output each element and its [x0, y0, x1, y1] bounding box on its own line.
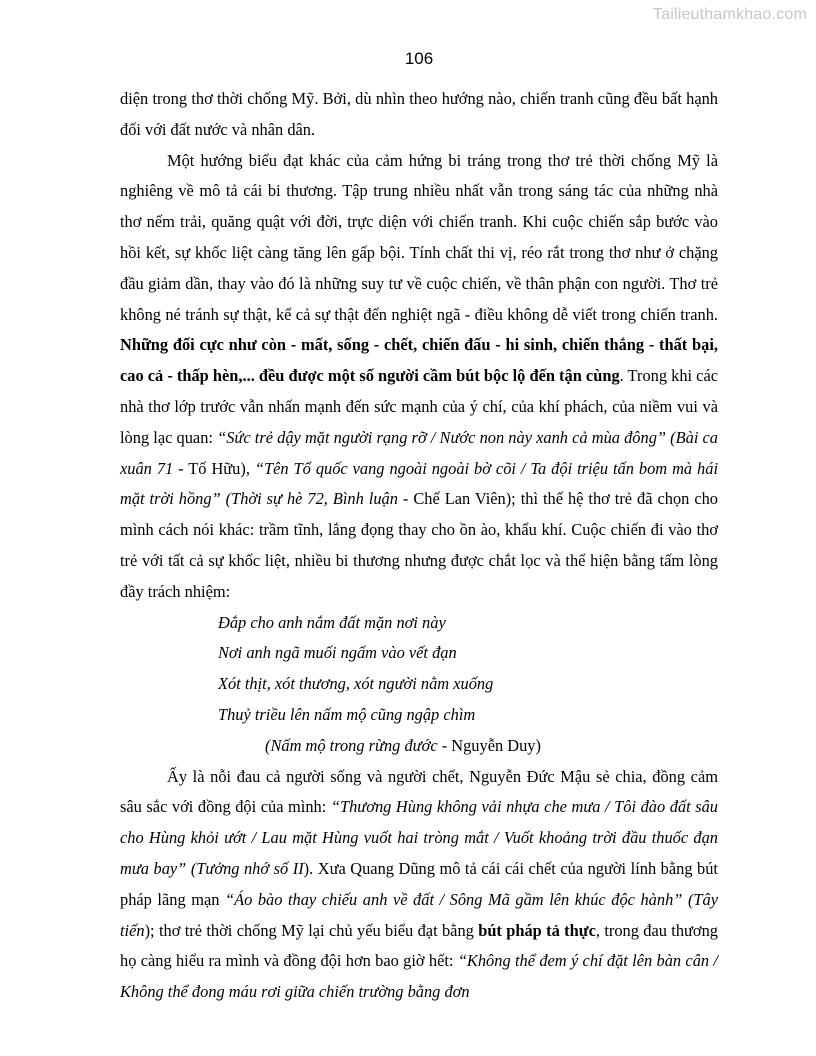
text-run: Thuỷ triều lên nấm mộ cũng ngập chìm: [218, 704, 476, 724]
verse-line: [120, 669, 718, 700]
paragraph: [120, 762, 718, 1008]
verse-line: [120, 700, 718, 731]
text-run: “Tên Tổ quốc vang ngoài ngoài bờ cõi / Ta đội triệu tấn bom mà hái mặt trời hồng”: [120, 458, 719, 509]
text-run: (Nấm mộ trong rừng đước: [265, 735, 438, 755]
text-run: (Tưởng nhớ số II: [190, 858, 304, 878]
text-run: Những đối cực như còn - mất, sống - chết, chiến đấu - hi sinh, chiến thắng - thất bại, cao cả - thấp hèn,... đều được một số người cầm bút bộc lộ đến tận cùng: [120, 335, 718, 386]
site-watermark: Tailieuthamkhao.com: [652, 6, 807, 23]
text-run: diện trong thơ thời chống Mỹ. Bởi, dù nhìn theo hướng nào, chiến tranh cũng đều bất hạnh đối với đất nước và nhân dân.: [120, 89, 718, 139]
text-run: - Chế Lan Viên); thì thế hệ thơ trẻ đã chọn cho mình cách nói khác: trầm tĩnh, lắng đọng thay cho ồn ào, khẩu khí. Cuộc chiến đi vào thơ trẻ với tất cả sự khốc liệt, nhiều bi thương nhưng được chắt lọc và thể hiện bằng tấm lòng đầy trách nhiệm:: [120, 489, 718, 601]
text-run: Ấy là nỗi đau cả người sống và người chết, Nguyễn Đức Mậu sẻ chia, đồng cảm sâu sắc với đồng đội của mình:: [120, 766, 718, 817]
text-run: - Nguyễn Duy): [437, 735, 541, 755]
text-run: - Tố Hữu),: [173, 458, 255, 478]
paragraph: [120, 146, 718, 608]
paragraph: [120, 84, 718, 146]
text-run: Xót thịt, xót thương, xót người nằm xuống: [218, 674, 494, 694]
text-run: ); thơ trẻ thời chống Mỹ lại chủ yếu biểu đạt bằng: [144, 920, 479, 940]
text-run: (Thời sự hè 72, Bình luận: [225, 489, 398, 509]
text-run: Một hướng biểu đạt khác của cảm hứng bi tráng trong thơ trẻ thời chống Mỹ là nghiêng về mô tả cái bi thương. Tập trung nhiều nhất vẫn trong sáng tác của những nhà thơ nếm trải, quăng quật với đời, trực diện với chiến tranh. Khi cuộc chiến sắp bước vào hồi kết, sự khốc liệt càng tăng lên gấp bội. Tính chất thi vị, réo rắt trong thơ như ở chặng đầu giảm dần, thay vào đó là những suy tư về cuộc chiến, về thân phận con người. Thơ trẻ không né tránh sự thật, kể cả sự thật đến nghiệt ngã - điều không dễ viết trong chiến tranh.: [120, 150, 718, 324]
verse-line: [120, 638, 718, 669]
text-run: (Bài ca xuân 71: [120, 427, 719, 478]
text-run: Nơi anh ngã muối ngấm vào vết đạn: [218, 643, 457, 663]
text-run: “Không thể đem ý chí đặt lên bàn cân / Không thể đong máu rơi giữa chiến trường bằng đơn: [120, 951, 718, 1002]
text-run: “Thương Hùng không vải nhựa che mưa / Tôi đào đất sâu cho Hùng khỏi ướt / Lau mặt Hùng vuốt hai tròng mắt / Vuốt khoảng trời đầu thuốc đạn mưa bay”: [120, 797, 718, 878]
text-run: ). Xưa Quang Dũng mô tả cái cái chết của người lính bằng bút pháp lãng mạn: [120, 858, 718, 909]
verse-line: [120, 608, 718, 639]
text-run: “Sức trẻ dậy mặt người rạng rỡ / Nước non này xanh cả mùa đông”: [217, 427, 667, 447]
text-run: (Tây tiến: [120, 889, 718, 940]
poem-citation: [120, 731, 718, 762]
text-run: , trong đau thương họ càng hiểu ra mình và đồng đội hơn bao giờ hết:: [120, 920, 718, 971]
text-run: bút pháp tả thực: [478, 920, 596, 940]
page-number: 106: [404, 49, 434, 68]
document-body: [120, 84, 718, 1008]
text-run: Đắp cho anh nắm đất mặn nơi này: [218, 612, 446, 632]
text-run: “Áo bào thay chiếu anh về đất / Sông Mã gầm lên khúc độc hành”: [224, 889, 683, 909]
text-run: . Trong khi các nhà thơ lớp trước vẫn nhấn mạnh đến sức mạnh của ý chí, của khí phách, của niềm vui và lòng lạc quan:: [120, 366, 719, 447]
